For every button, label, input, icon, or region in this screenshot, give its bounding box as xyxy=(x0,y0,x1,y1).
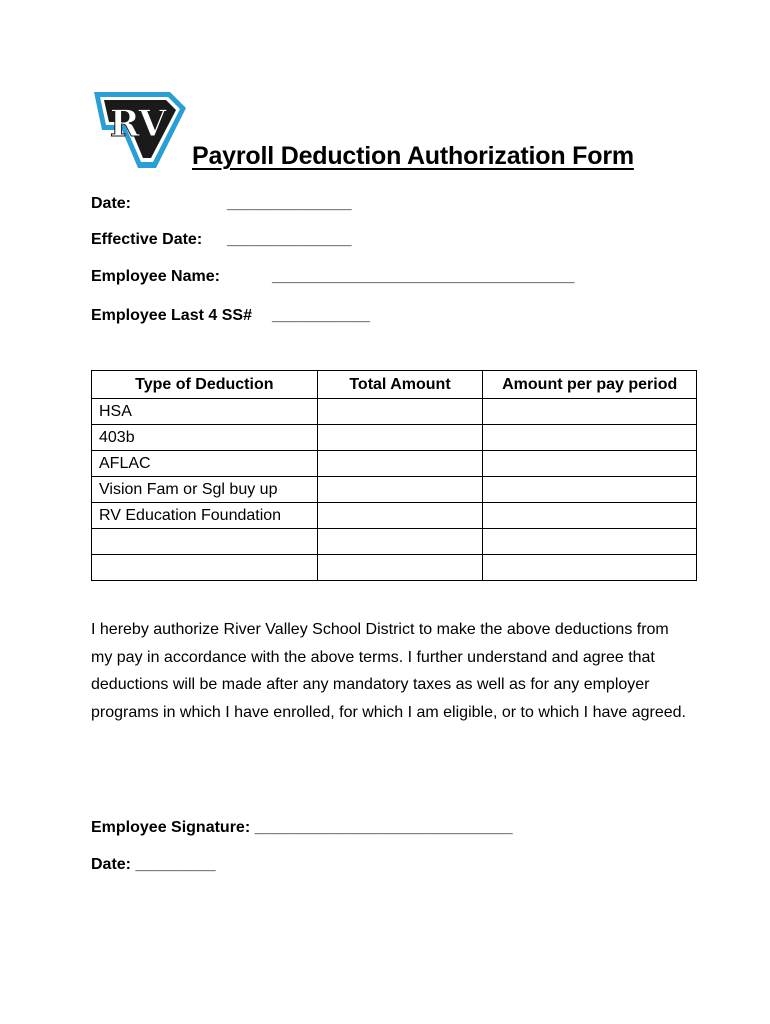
employee-name-line[interactable]: __________________________________ xyxy=(272,268,575,285)
header-amount-per-pay-period: Amount per pay period xyxy=(483,371,697,399)
total-amount-cell[interactable] xyxy=(317,399,483,425)
signature-date-field xyxy=(91,856,216,874)
logo-text: RV xyxy=(109,103,167,145)
amount-per-period-cell[interactable] xyxy=(483,529,697,555)
employee-signature-field xyxy=(91,819,513,837)
authorization-text: I hereby authorize River Valley School District to make the above deductions from my pay in accordance with the above terms. I further understand and agree that deductions will be made after any mandatory taxes as well as for any employer programs in which I have enrolled, for which I am eligible, or to which I have agreed. xyxy=(91,621,686,721)
date-line[interactable]: ______________ xyxy=(227,195,352,212)
table-header-row xyxy=(92,371,697,399)
last4-ss-line[interactable]: ___________ xyxy=(272,307,370,324)
table-row xyxy=(92,425,697,451)
table-row xyxy=(92,477,697,503)
deduction-type-cell[interactable] xyxy=(92,555,318,581)
deduction-type-cell: RV Education Foundation xyxy=(92,503,318,529)
deduction-type-cell: AFLAC xyxy=(92,451,318,477)
amount-per-period-cell[interactable] xyxy=(483,399,697,425)
table-row xyxy=(92,399,697,425)
table-row xyxy=(92,555,697,581)
deduction-type-cell: 403b xyxy=(92,425,318,451)
effective-date-field xyxy=(91,231,352,249)
signature-date-line[interactable]: _________ xyxy=(135,856,216,873)
total-amount-cell[interactable] xyxy=(317,529,483,555)
header-total-amount: Total Amount xyxy=(317,371,483,399)
deductions-table xyxy=(91,370,697,581)
total-amount-cell[interactable] xyxy=(317,425,483,451)
total-amount-cell[interactable] xyxy=(317,555,483,581)
table-row xyxy=(92,451,697,477)
employee-name-field xyxy=(91,268,575,286)
date-label: Date: xyxy=(91,195,132,212)
effective-date-line[interactable]: ______________ xyxy=(227,231,352,248)
last4-ss-label: Employee Last 4 SS# xyxy=(91,307,252,324)
signature-date-label: Date: xyxy=(91,856,132,873)
employee-signature-line[interactable]: _____________________________ xyxy=(254,819,513,836)
last4-ss-field xyxy=(91,307,370,325)
employee-signature-label: Employee Signature: xyxy=(91,819,251,836)
employee-name-label: Employee Name: xyxy=(91,268,220,285)
amount-per-period-cell[interactable] xyxy=(483,451,697,477)
amount-per-period-cell[interactable] xyxy=(483,503,697,529)
deduction-type-cell: Vision Fam or Sgl buy up xyxy=(92,477,318,503)
date-field xyxy=(91,195,352,213)
deduction-type-cell: HSA xyxy=(92,399,318,425)
amount-per-period-cell[interactable] xyxy=(483,425,697,451)
effective-date-label: Effective Date: xyxy=(91,231,203,248)
total-amount-cell[interactable] xyxy=(317,451,483,477)
header-type-of-deduction: Type of Deduction xyxy=(92,371,318,399)
amount-per-period-cell[interactable] xyxy=(483,477,697,503)
total-amount-cell[interactable] xyxy=(317,477,483,503)
form-title: Payroll Deduction Authorization Form xyxy=(192,142,634,170)
total-amount-cell[interactable] xyxy=(317,503,483,529)
amount-per-period-cell[interactable] xyxy=(483,555,697,581)
deduction-type-cell[interactable] xyxy=(92,529,318,555)
table-row xyxy=(92,529,697,555)
rv-logo-icon xyxy=(92,90,188,170)
table-row xyxy=(92,503,697,529)
